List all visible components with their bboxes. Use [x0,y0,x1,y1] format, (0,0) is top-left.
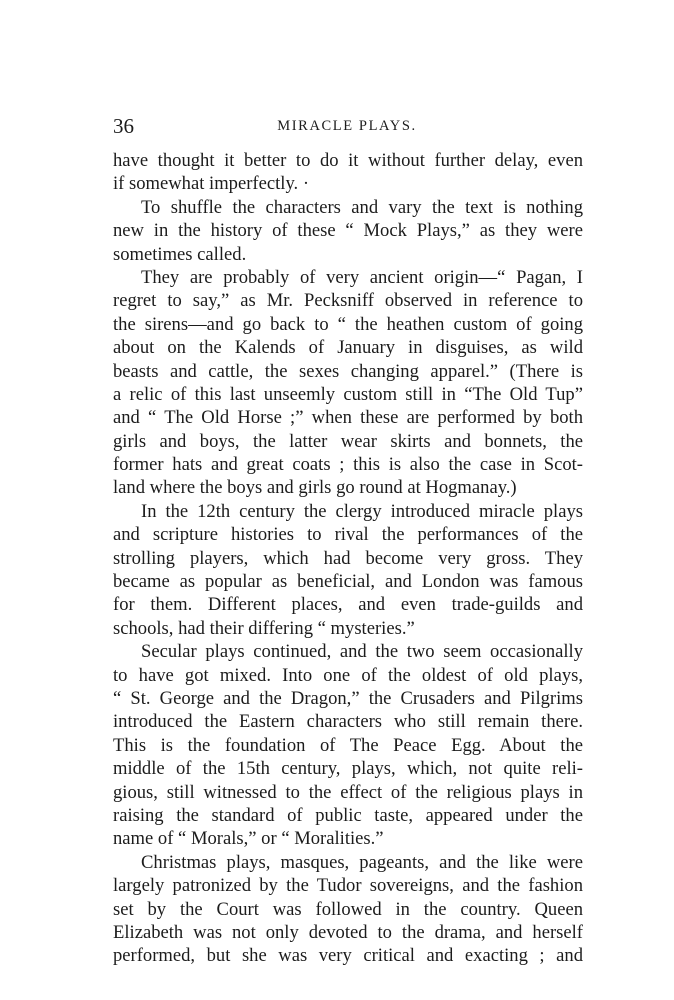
text-line: set by the Court was followed in the country. Queen [113,898,583,920]
text-line: raising the standard of public taste, appeared under the [113,804,583,826]
running-head [113,114,581,138]
text-line: schools, had their differing “ mysteries.” [113,617,415,639]
text-line: introduced the Eastern characters who still remain there. [113,711,583,733]
text-line: became as popular as beneficial, and London was famous [113,571,583,593]
text-line: the sirens—and go back to “ the heathen custom of going [113,313,583,335]
text-line: performed, but she was very critical and exacting ; and [113,945,583,967]
text-line: largely patronized by the Tudor sovereigns, and the fashion [113,875,583,897]
text-line: former hats and great coats ; this is also the case in Scot- [113,454,583,476]
text-line: “ St. George and the Dragon,” the Crusaders and Pilgrims [113,687,583,709]
text-line: about on the Kalends of January in disguises, as wild [113,337,583,359]
text-line: for them. Different places, and even trade-guilds and [113,594,583,616]
text-line: This is the foundation of The Peace Egg. About the [113,734,583,756]
text-line: if somewhat imperfectly. · [113,173,310,195]
body-text [113,149,583,968]
text-line: and scripture histories to rival the performances of the [113,524,583,546]
text-line: girls and boys, the latter wear skirts and bonnets, the [113,430,583,452]
text-line: Christmas plays, masques, pageants, and the like were [141,851,583,873]
text-line: They are probably of very ancient origin—“ Pagan, I [141,266,583,288]
text-line: In the 12th century the clergy introduced miracle plays [141,500,583,522]
text-line: To shuffle the characters and vary the text is nothing [141,196,583,218]
text-line: gious, still witnessed to the effect of the religious plays in [113,781,583,803]
text-line: Elizabeth was not only devoted to the drama, and herself [113,921,583,943]
text-line: a relic of this last unseemly custom still in “The Old Tup” [113,383,583,405]
text-line: name of “ Morals,” or “ Moralities.” [113,828,384,850]
text-line: new in the history of these “ Mock Plays,” as they were [113,220,583,242]
text-line: middle of the 15th century, plays, which, not quite reli- [113,758,583,780]
text-line: Secular plays continued, and the two seem occasionally [141,641,583,663]
page-number: 36 [113,114,134,138]
text-line: sometimes called. [113,243,247,265]
text-line: land where the boys and girls go round at Hogmanay.) [113,477,517,499]
text-line: beasts and cattle, the sexes changing apparel.” (There is [113,360,583,382]
text-line: regret to say,” as Mr. Pecksniff observed in reference to [113,290,583,312]
text-line: and “ The Old Horse ;” when these are performed by both [113,407,583,429]
text-line: strolling players, which had become very gross. They [113,547,583,569]
running-title: MIRACLE PLAYS. [277,118,417,134]
text-line: to have got mixed. Into one of the oldest of old plays, [113,664,583,686]
text-line: have thought it better to do it without further delay, even [113,150,583,171]
